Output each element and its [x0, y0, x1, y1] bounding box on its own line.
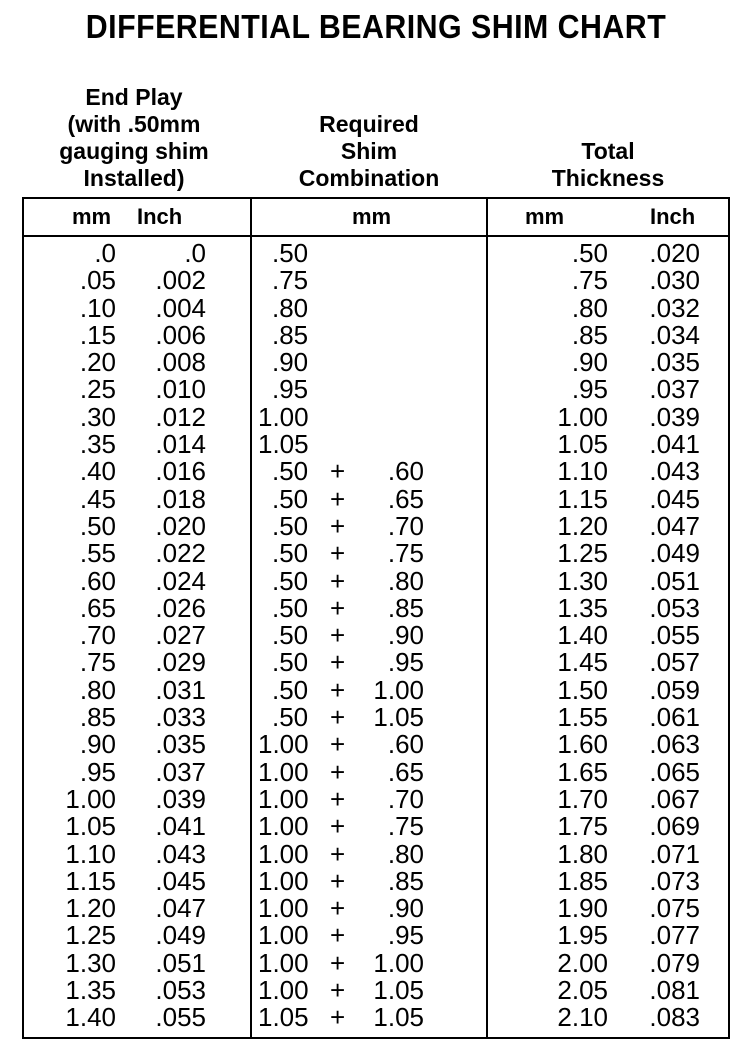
- plus-sign: +: [330, 1002, 346, 1033]
- shim-a-cell: 1.00: [258, 756, 309, 787]
- end-play-mm-cell: .0: [94, 238, 116, 268]
- table-row: [0, 267, 752, 294]
- end-play-mm-cell: .35: [79, 429, 116, 460]
- plus-sign: +: [330, 483, 346, 514]
- total-mm-cell: 2.05: [557, 975, 608, 1006]
- shim-a-cell: 1.00: [258, 838, 309, 869]
- shim-a-cell: 1.00: [258, 783, 309, 814]
- end-play-mm-cell: .70: [79, 620, 116, 651]
- end-play-inch-cell: .022: [155, 538, 206, 569]
- table-row: [0, 622, 752, 649]
- end-play-mm-cell: .30: [79, 401, 116, 432]
- shim-b-cell: 1.05: [373, 1002, 424, 1033]
- shim-a-cell: .80: [272, 292, 309, 323]
- total-mm-cell: 1.90: [557, 893, 608, 924]
- end-play-inch-cell: .037: [155, 756, 206, 787]
- total-inch-cell: .041: [649, 429, 700, 460]
- plus-sign: +: [330, 975, 346, 1006]
- total-mm-cell: .95: [571, 374, 608, 405]
- total-inch-cell: .030: [649, 265, 700, 296]
- total-mm-cell: .90: [571, 347, 608, 378]
- shim-a-cell: 1.00: [258, 401, 309, 432]
- end-play-inch-cell: .018: [155, 483, 206, 514]
- page-title: DIFFERENTIAL BEARING SHIM CHART: [85, 8, 667, 45]
- header-end-play-line: Installed): [83, 165, 185, 191]
- plus-sign: +: [330, 947, 346, 978]
- shim-a-cell: .50: [272, 702, 309, 733]
- plus-sign: +: [330, 893, 346, 924]
- end-play-inch-cell: .047: [155, 893, 206, 924]
- shim-a-cell: .50: [272, 565, 309, 596]
- subhead-required-mm: mm: [352, 204, 392, 229]
- header-end-play-line: gauging shim: [59, 138, 209, 164]
- plus-sign: +: [330, 510, 346, 541]
- end-play-inch-cell: .053: [155, 975, 206, 1006]
- table-row: [0, 838, 752, 869]
- shim-a-cell: 1.00: [258, 865, 309, 896]
- subhead-total-mm: mm: [525, 204, 565, 229]
- end-play-inch-cell: .029: [155, 647, 206, 678]
- total-inch-cell: .059: [649, 674, 700, 705]
- end-play-mm-cell: 1.25: [65, 920, 116, 951]
- end-play-mm-cell: 1.10: [65, 838, 116, 869]
- plus-sign: +: [330, 729, 346, 760]
- shim-b-cell: .60: [387, 729, 424, 760]
- plus-sign: +: [330, 702, 346, 733]
- shim-b-cell: .85: [387, 865, 424, 896]
- shim-a-cell: .90: [272, 347, 309, 378]
- shim-a-cell: 1.05: [258, 429, 309, 460]
- end-play-mm-cell: .50: [79, 510, 116, 541]
- table-body: [0, 240, 752, 1032]
- total-inch-cell: .081: [649, 975, 700, 1006]
- total-inch-cell: .067: [649, 783, 700, 814]
- end-play-inch-cell: .014: [155, 429, 206, 460]
- shim-a-cell: .50: [272, 510, 309, 541]
- end-play-mm-cell: .45: [79, 483, 116, 514]
- table-row: [0, 483, 752, 514]
- total-mm-cell: 1.55: [557, 702, 608, 733]
- end-play-inch-cell: .045: [155, 865, 206, 896]
- total-mm-cell: 1.35: [557, 592, 608, 623]
- total-inch-cell: .035: [649, 347, 700, 378]
- table-row: [0, 1004, 752, 1031]
- table-row: [0, 865, 752, 896]
- plus-sign: +: [330, 565, 346, 596]
- end-play-mm-cell: .60: [79, 565, 116, 596]
- plus-sign: +: [330, 674, 346, 705]
- total-inch-cell: .063: [649, 729, 700, 760]
- table-row: [0, 510, 752, 541]
- table-row: [0, 977, 752, 1004]
- total-inch-cell: .075: [649, 893, 700, 924]
- plus-sign: +: [330, 756, 346, 787]
- total-mm-cell: 1.05: [557, 429, 608, 460]
- end-play-inch-cell: .033: [155, 702, 206, 733]
- end-play-mm-cell: 1.30: [65, 947, 116, 978]
- shim-a-cell: .50: [272, 538, 309, 569]
- header-total-line: Thickness: [551, 165, 665, 191]
- end-play-inch-cell: .055: [155, 1002, 206, 1033]
- table-row: [0, 783, 752, 814]
- total-inch-cell: .053: [649, 592, 700, 623]
- total-mm-cell: 1.65: [557, 756, 608, 787]
- end-play-mm-cell: .55: [79, 538, 116, 569]
- header-required-line: Required: [319, 111, 419, 137]
- table-row: [0, 895, 752, 922]
- table-row: [0, 947, 752, 978]
- shim-a-cell: .50: [272, 592, 309, 623]
- header-required: [252, 111, 486, 192]
- total-inch-cell: .071: [649, 838, 700, 869]
- subhead-end-play-inch: Inch: [137, 204, 183, 229]
- table-row: [0, 731, 752, 758]
- table-row: [0, 431, 752, 458]
- table-row: [0, 922, 752, 949]
- end-play-inch-cell: .049: [155, 920, 206, 951]
- total-inch-cell: .057: [649, 647, 700, 678]
- shim-b-cell: 1.05: [373, 702, 424, 733]
- shim-b-cell: 1.05: [373, 975, 424, 1006]
- end-play-mm-cell: .05: [79, 265, 116, 296]
- plus-sign: +: [330, 592, 346, 623]
- end-play-inch-cell: .026: [155, 592, 206, 623]
- total-inch-cell: .047: [649, 510, 700, 541]
- end-play-inch-cell: .0: [184, 238, 206, 268]
- shim-b-cell: .70: [387, 783, 424, 814]
- total-mm-cell: 1.40: [557, 620, 608, 651]
- total-mm-cell: .80: [571, 292, 608, 323]
- shim-b-cell: .95: [387, 647, 424, 678]
- total-inch-cell: .039: [649, 401, 700, 432]
- total-inch-cell: .051: [649, 565, 700, 596]
- total-inch-cell: .061: [649, 702, 700, 733]
- shim-a-cell: 1.00: [258, 811, 309, 842]
- plus-sign: +: [330, 783, 346, 814]
- end-play-mm-cell: 1.35: [65, 975, 116, 1006]
- subhead-total-inch: Inch: [650, 204, 696, 229]
- total-inch-cell: .032: [649, 292, 700, 323]
- total-inch-cell: .043: [649, 456, 700, 487]
- shim-b-cell: 1.00: [373, 674, 424, 705]
- total-inch-cell: .055: [649, 620, 700, 651]
- table-row: [0, 674, 752, 705]
- shim-b-cell: .80: [387, 565, 424, 596]
- total-mm-cell: .75: [571, 265, 608, 296]
- header-rule: [22, 235, 730, 237]
- total-mm-cell: 1.85: [557, 865, 608, 896]
- total-inch-cell: .065: [649, 756, 700, 787]
- shim-a-cell: .50: [272, 456, 309, 487]
- shim-a-cell: .50: [272, 620, 309, 651]
- end-play-inch-cell: .002: [155, 265, 206, 296]
- end-play-inch-cell: .024: [155, 565, 206, 596]
- end-play-inch-cell: .020: [155, 510, 206, 541]
- shim-a-cell: .85: [272, 319, 309, 350]
- end-play-mm-cell: 1.05: [65, 811, 116, 842]
- plus-sign: +: [330, 811, 346, 842]
- end-play-inch-cell: .012: [155, 401, 206, 432]
- shim-a-cell: 1.00: [258, 893, 309, 924]
- end-play-mm-cell: .75: [79, 647, 116, 678]
- header-end-play-line: End Play: [85, 84, 183, 110]
- total-mm-cell: 1.15: [557, 483, 608, 514]
- end-play-mm-cell: 1.00: [65, 783, 116, 814]
- shim-b-cell: .80: [387, 838, 424, 869]
- total-inch-cell: .069: [649, 811, 700, 842]
- total-mm-cell: 1.20: [557, 510, 608, 541]
- table-row: [0, 756, 752, 787]
- total-mm-cell: .85: [571, 319, 608, 350]
- shim-a-cell: .95: [272, 374, 309, 405]
- total-mm-cell: 1.45: [557, 647, 608, 678]
- total-inch-cell: .045: [649, 483, 700, 514]
- end-play-mm-cell: .20: [79, 347, 116, 378]
- shim-b-cell: .85: [387, 592, 424, 623]
- total-mm-cell: 1.70: [557, 783, 608, 814]
- table-row: [0, 458, 752, 485]
- total-mm-cell: 2.10: [557, 1002, 608, 1033]
- end-play-mm-cell: 1.40: [65, 1002, 116, 1033]
- end-play-mm-cell: .85: [79, 702, 116, 733]
- total-mm-cell: 1.30: [557, 565, 608, 596]
- table-row: [0, 565, 752, 596]
- plus-sign: +: [330, 647, 346, 678]
- end-play-inch-cell: .031: [155, 674, 206, 705]
- table-row: [0, 319, 752, 350]
- subhead-end-play-mm: mm: [72, 204, 112, 229]
- table-row: [0, 240, 752, 267]
- shim-a-cell: .50: [272, 674, 309, 705]
- total-mm-cell: 1.00: [557, 401, 608, 432]
- header-end-play-line: (with .50mm: [67, 111, 201, 137]
- shim-b-cell: .75: [387, 811, 424, 842]
- shim-b-cell: .65: [387, 756, 424, 787]
- total-mm-cell: 1.50: [557, 674, 608, 705]
- total-mm-cell: 1.60: [557, 729, 608, 760]
- shim-a-cell: 1.00: [258, 975, 309, 1006]
- total-inch-cell: .037: [649, 374, 700, 405]
- end-play-inch-cell: .008: [155, 347, 206, 378]
- table-row: [0, 376, 752, 403]
- end-play-inch-cell: .027: [155, 620, 206, 651]
- shim-b-cell: .70: [387, 510, 424, 541]
- shim-a-cell: .50: [272, 483, 309, 514]
- end-play-mm-cell: .10: [79, 292, 116, 323]
- table-row: [0, 704, 752, 731]
- plus-sign: +: [330, 620, 346, 651]
- total-mm-cell: 1.25: [557, 538, 608, 569]
- end-play-mm-cell: 1.20: [65, 893, 116, 924]
- total-inch-cell: .079: [649, 947, 700, 978]
- shim-b-cell: 1.00: [373, 947, 424, 978]
- end-play-mm-cell: 1.15: [65, 865, 116, 896]
- shim-a-cell: 1.05: [258, 1002, 309, 1033]
- end-play-inch-cell: .004: [155, 292, 206, 323]
- total-mm-cell: 1.80: [557, 838, 608, 869]
- plus-sign: +: [330, 456, 346, 487]
- end-play-inch-cell: .039: [155, 783, 206, 814]
- total-mm-cell: 1.75: [557, 811, 608, 842]
- total-mm-cell: .50: [571, 238, 608, 268]
- end-play-inch-cell: .035: [155, 729, 206, 760]
- shim-a-cell: 1.00: [258, 947, 309, 978]
- plus-sign: +: [330, 865, 346, 896]
- shim-b-cell: .90: [387, 893, 424, 924]
- end-play-inch-cell: .016: [155, 456, 206, 487]
- shim-a-cell: .50: [272, 647, 309, 678]
- end-play-mm-cell: .40: [79, 456, 116, 487]
- header-required-line: Shim: [340, 138, 398, 164]
- table-row: [0, 540, 752, 567]
- shim-b-cell: .75: [387, 538, 424, 569]
- end-play-mm-cell: .15: [79, 319, 116, 350]
- header-required-line: Combination: [298, 165, 440, 191]
- total-inch-cell: .077: [649, 920, 700, 951]
- plus-sign: +: [330, 538, 346, 569]
- end-play-mm-cell: .90: [79, 729, 116, 760]
- end-play-mm-cell: .25: [79, 374, 116, 405]
- shim-b-cell: .65: [387, 483, 424, 514]
- shim-a-cell: 1.00: [258, 920, 309, 951]
- end-play-mm-cell: .80: [79, 674, 116, 705]
- header-total: [488, 138, 728, 192]
- end-play-mm-cell: .65: [79, 592, 116, 623]
- table-row: [0, 813, 752, 840]
- end-play-inch-cell: .043: [155, 838, 206, 869]
- total-inch-cell: .073: [649, 865, 700, 896]
- table-row: [0, 649, 752, 676]
- header-end-play: [20, 84, 248, 192]
- shim-a-cell: .50: [272, 238, 309, 268]
- end-play-inch-cell: .006: [155, 319, 206, 350]
- end-play-inch-cell: .041: [155, 811, 206, 842]
- shim-a-cell: 1.00: [258, 729, 309, 760]
- shim-b-cell: .90: [387, 620, 424, 651]
- header-total-line: Total: [581, 138, 635, 164]
- total-inch-cell: .049: [649, 538, 700, 569]
- total-mm-cell: 1.95: [557, 920, 608, 951]
- table-row: [0, 292, 752, 323]
- end-play-inch-cell: .051: [155, 947, 206, 978]
- end-play-inch-cell: .010: [155, 374, 206, 405]
- table-row: [0, 592, 752, 623]
- total-inch-cell: .020: [649, 238, 700, 268]
- total-mm-cell: 2.00: [557, 947, 608, 978]
- table-row: [0, 349, 752, 376]
- total-inch-cell: .083: [649, 1002, 700, 1033]
- plus-sign: +: [330, 920, 346, 951]
- shim-b-cell: .95: [387, 920, 424, 951]
- total-inch-cell: .034: [649, 319, 700, 350]
- table-row: [0, 401, 752, 432]
- total-mm-cell: 1.10: [557, 456, 608, 487]
- shim-a-cell: .75: [272, 265, 309, 296]
- plus-sign: +: [330, 838, 346, 869]
- shim-b-cell: .60: [387, 456, 424, 487]
- end-play-mm-cell: .95: [79, 756, 116, 787]
